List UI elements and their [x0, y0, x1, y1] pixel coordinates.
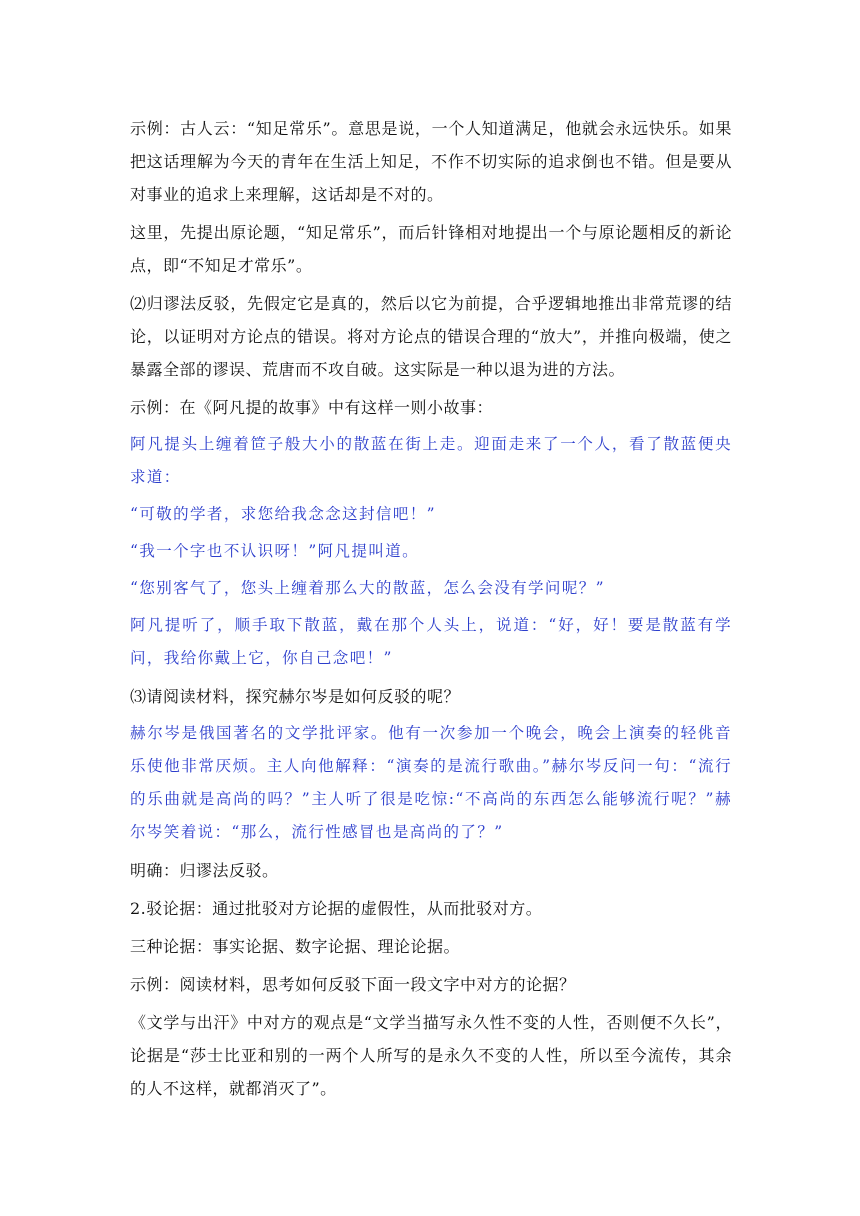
- paragraph-herzen-question: ⑶请阅读材料，探究赫尔岑是如何反驳的呢？: [130, 687, 461, 706]
- story-line-cannot-read: “我一个字也不认识呀！”阿凡提叫道。: [130, 542, 420, 560]
- story-line-afanti-walking: 阿凡提头上缠着笸子般大小的散蓝在街上走。迎面走来了一个人，看了散蓝便央求道：: [130, 435, 732, 486]
- paragraph-literature-and-sweat: 《文学与出汗》中对方的观点是“文学当描写永久性不变的人性，否则便不久长”，论据是“莎士比亚和别的一两个人所写的是永久不变的人性，所以至今流传，其余的人不这样，就都消灭了”。: [130, 1013, 732, 1098]
- story-herzen-material: 赫尔岑是俄国著名的文学批评家。他有一次参加一个晚会，晚会上演奏的轻佻音乐使他非常厌烦。主人向他解释：“演奏的是流行歌曲。”赫尔岑反问一句：“流行的乐曲就是高尚的吗？”主人听了很是吃惊:“不高尚的东西怎么能够流行呢？”赫尔岑笑着说：“那么，流行性感冒也是高尚的了？”: [130, 724, 732, 841]
- paragraph-example-evidence: 示例：阅读材料，思考如何反驳下面一段文字中对方的论据？: [130, 975, 576, 994]
- paragraph-afanti-intro: 示例：在《阿凡提的故事》中有这样一则小故事：: [130, 398, 494, 417]
- story-line-big-turban: “您别客气了，您头上缠着那么大的散蓝，怎么会没有学问呢？”: [130, 579, 605, 597]
- story-line-afanti-reply: 阿凡提听了，顺手取下散蓝，戴在那个人头上，说道：“好，好！要是散蓝有学问，我给你戴上它，你自己念吧！”: [130, 616, 732, 667]
- paragraph-evidence-types: 三种论据：事实论据、数字论据、理论论据。: [130, 937, 461, 956]
- paragraph-answer-reductio: 明确：归谬法反驳。: [130, 861, 279, 880]
- paragraph-refute-evidence: 2.驳论据：通过批驳对方论据的虚假性，从而批驳对方。: [130, 899, 543, 918]
- paragraph-reductio-method: ⑵归谬法反驳，先假定它是真的，然后以它为前提，合乎逻辑地推出非常荒谬的结论，以证明对方论点的错误。将对方论点的错误合理的“放大”，并推向极端，使之暴露全部的谬误、荒唐而不攻自破。这实际是一种以退为进的方法。: [130, 294, 732, 379]
- paragraph-analysis-new-thesis: 这里，先提出原论题，“知足常乐”，而后针锋相对地提出一个与原论题相反的新论点，即“不知足才常乐”。: [130, 223, 732, 275]
- story-line-request-letter: “可敬的学者，求您给我念念这封信吧！”: [130, 505, 436, 523]
- paragraph-example-knowing-contentment: 示例：古人云：“知足常乐”。意思是说，一个人知道满足，他就会永远快乐。如果把这话理解为今天的青年在生活上知足，不作不切实际的追求倒也不错。但是要从对事业的追求上来理解，这话却是不对的。: [130, 119, 732, 204]
